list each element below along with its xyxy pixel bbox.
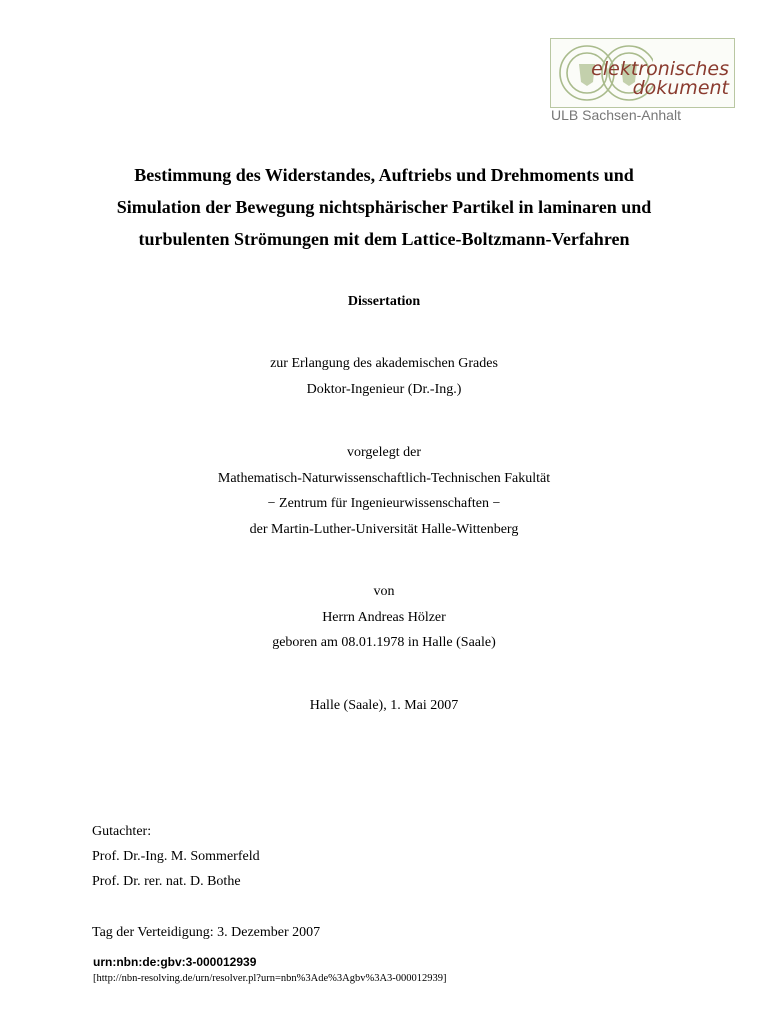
university-name: der Martin-Luther-Universität Halle-Wittenberg [249,522,519,537]
badge-text-line2: dokument [632,77,729,99]
author-by: von [373,584,395,599]
reviewer-item: Prof. Dr.-Ing. M. Sommerfeld [92,849,260,864]
reviewers-heading: Gutachter: [92,824,152,839]
document-type: Dissertation [347,294,421,309]
badge-organization: ULB Sachsen-Anhalt [551,107,681,123]
author-birth: geboren am 08.01.1978 in Halle (Saale) [272,635,496,650]
resolver-link[interactable]: [http://nbn-resolving.de/urn/resolver.pl?urn=nbn%3Ade%3Agbv%3A3-000012939] [93,973,447,984]
badge-frame [550,38,735,108]
badge-text-line1: elektronisches [591,58,729,80]
reviewer-item: Prof. Dr. rer. nat. D. Bothe [92,874,241,889]
author-name: Herrn Andreas Hölzer [322,610,446,625]
title-line-1: Bestimmung des Widerstandes, Auftriebs und Drehmoments und [134,165,634,185]
faculty-name: Mathematisch-Naturwissenschaftlich-Technischen Fakultät [217,471,551,486]
ulb-badge [550,38,735,124]
title-line-2: Simulation der Bewegung nichtsphärischer Partikel in laminaren und [116,197,652,217]
dissertation-title [60,159,708,255]
submitted-intro: vorgelegt der [347,445,421,460]
defense-date: Tag der Verteidigung: 3. Dezember 2007 [92,925,321,940]
title-line-3: turbulenten Strömungen mit dem Lattice-Boltzmann-Verfahren [138,229,630,249]
center-name: − Zentrum für Ingenieurwissenschaften − [267,496,501,511]
urn-identifier: urn:nbn:de:gbv:3-000012939 [93,955,257,969]
place-date: Halle (Saale), 1. Mai 2007 [309,698,459,713]
degree-purpose: zur Erlangung des akademischen Grades [270,356,498,371]
degree-name: Doktor-Ingenieur (Dr.-Ing.) [306,382,462,397]
